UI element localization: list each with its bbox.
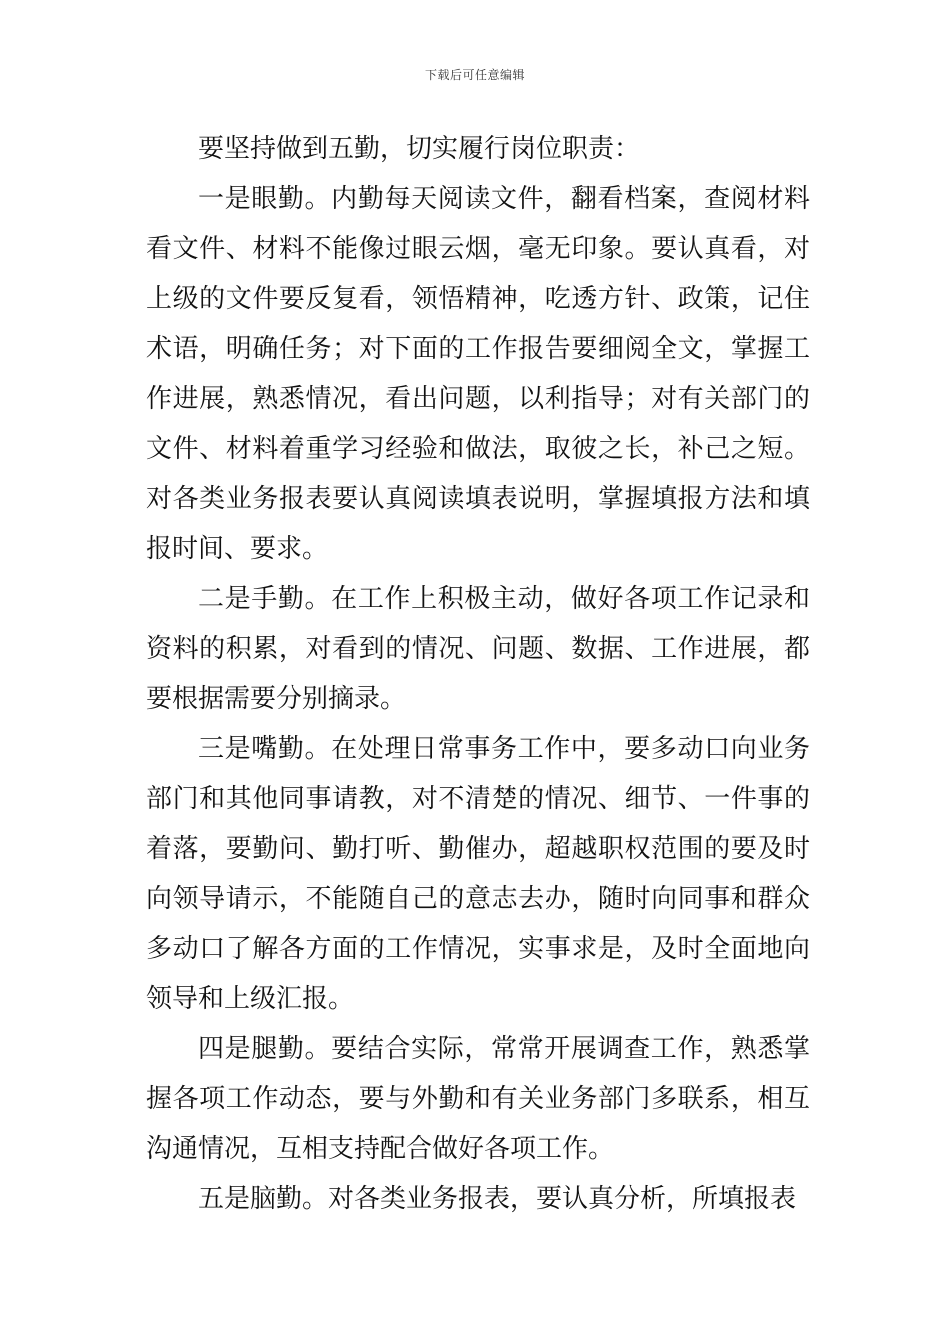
document-body [146, 124, 810, 1224]
paragraph-legs: 四是腿勤。要结合实际，常常开展调查工作，熟悉掌握各项工作动态，要与外勤和有关业务部门多联系，相互沟通情况，互相支持配合做好各项工作。 [146, 1034, 810, 1164]
paragraph-intro: 要坚持做到五勤，切实履行岗位职责： [198, 134, 641, 164]
paragraph-hands: 二是手勤。在工作上积极主动，做好各项工作记录和资料的积累，对看到的情况、问题、数据、工作进展，都要根据需要分别摘录。 [146, 584, 810, 714]
paragraph-mouth: 三是嘴勤。在处理日常事务工作中，要多动口向业务部门和其他同事请教，对不清楚的情况、细节、一件事的着落，要勤问、勤打听、勤催办，超越职权范围的要及时向领导请示，不能随自己的意志去办，随时向同事和群众多动口了解各方面的工作情况，实事求是，及时全面地向领导和上级汇报。 [146, 734, 810, 1014]
paragraph-brain: 五是脑勤。对各类业务报表，要认真分析，所填报表 [198, 1184, 797, 1214]
header-note: 下载后可任意编辑 [424, 68, 525, 82]
paragraph-eyes: 一是眼勤。内勤每天阅读文件，翻看档案，查阅材料看文件、材料不能像过眼云烟，毫无印象。要认真看，对上级的文件要反复看，领悟精神，吃透方针、政策，记住术语，明确任务；对下面的工作报告要细阅全文，掌握工作进展，熟悉情况，看出问题，以利指导；对有关部门的文件、材料着重学习经验和做法，取彼之长，补己之短。对各类业务报表要认真阅读填表说明，掌握填报方法和填报时间、要求。 [146, 184, 810, 564]
